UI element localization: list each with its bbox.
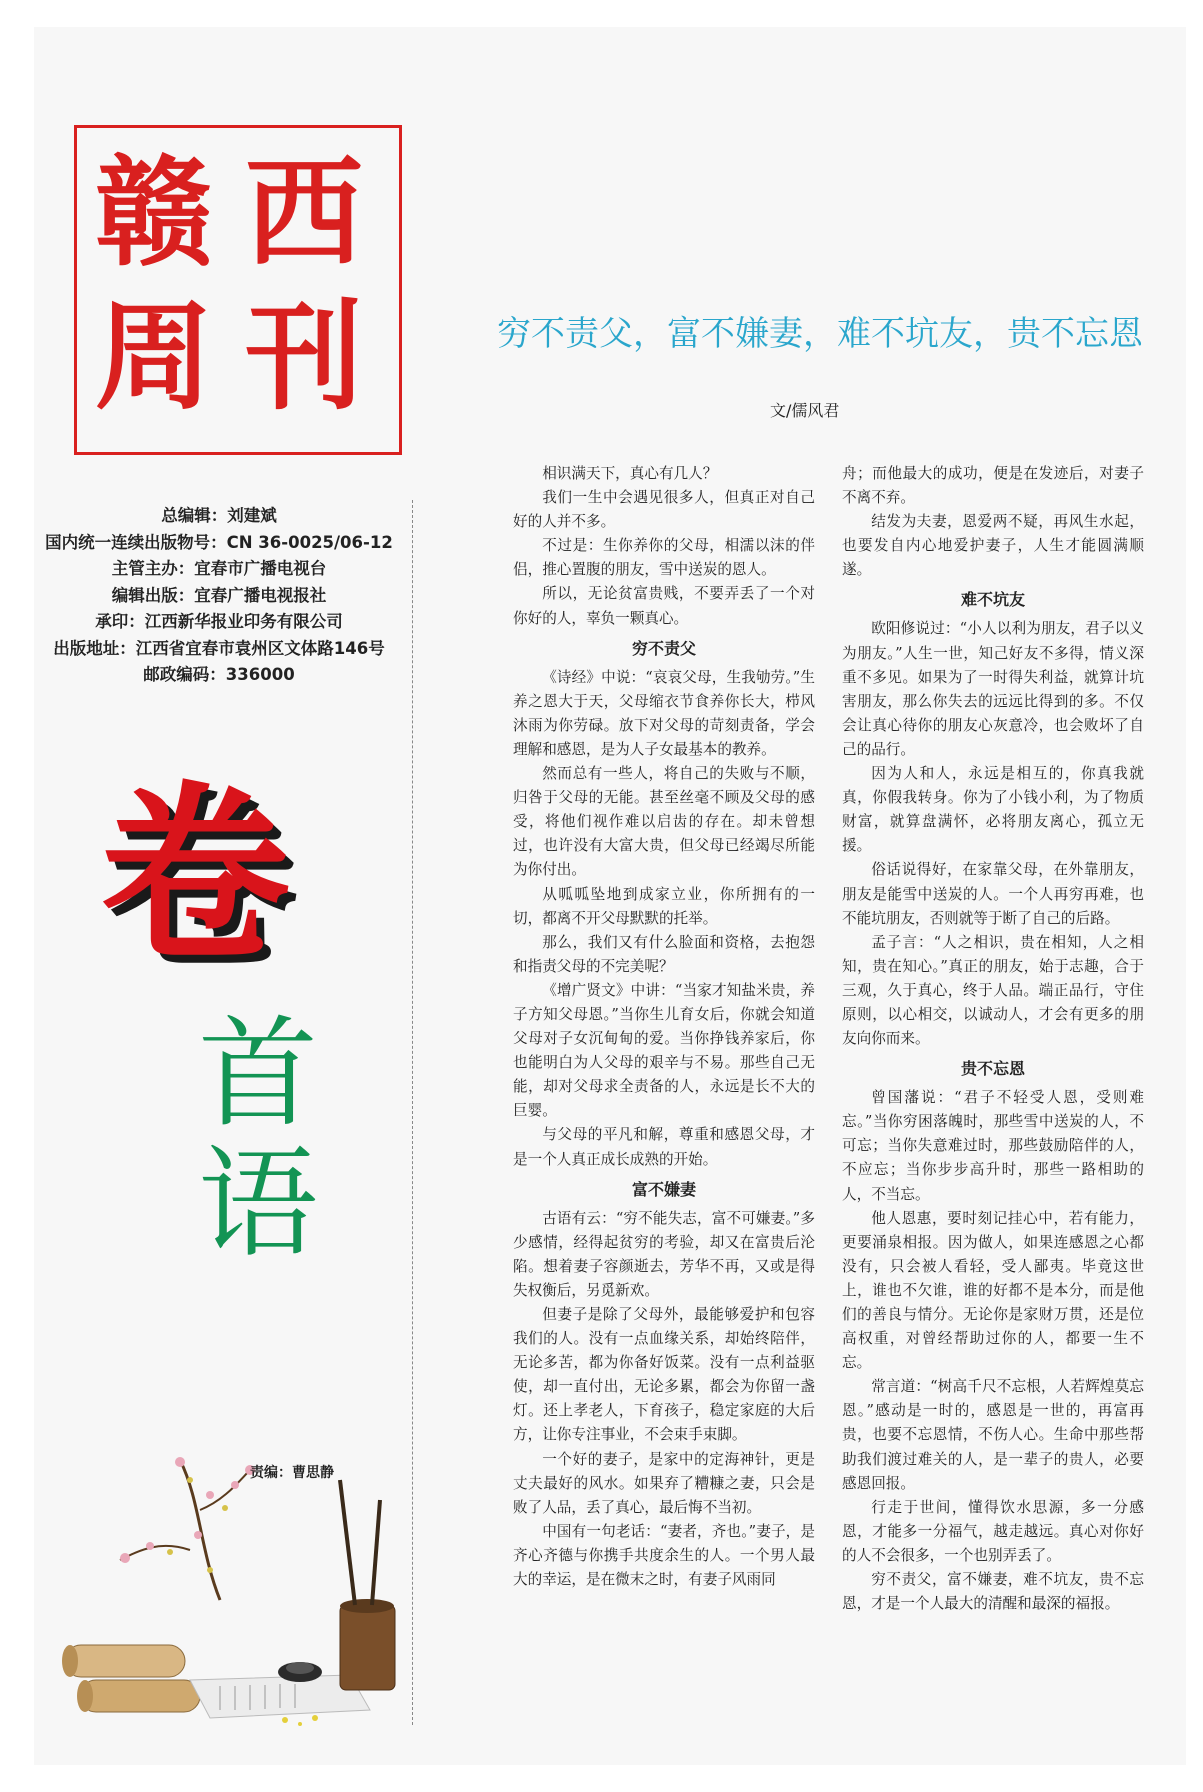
section-heading: 穷不责父 <box>631 638 696 658</box>
article-paragraph: 穷不责父，富不嫌妻，难不坑友，贵不忘恩，才是一个人最大的清醒和最深的福报。 <box>842 1571 1144 1613</box>
article-paragraph: 《诗经》中说：“哀哀父母，生我劬劳。”生养之恩大于天，父母缩衣节食养你长大，栉风沐雨为你劳碌。放下对父母的苛刻责备，学会理解和感恩，是为人子女最基本的教养。 <box>513 668 815 758</box>
section-heading: 贵不忘恩 <box>960 1059 1025 1079</box>
article-paragraph: 一个好的妻子，是家中的定海神针，更是丈夫最好的风水。如果弃了糟糠之妻，只会是败了人品，丢了真心，最后悔不当初。 <box>513 1450 815 1516</box>
responsible-editor: 责编：曹思静 <box>250 1465 334 1481</box>
article-paragraph: 中国有一句老话：“妻者，齐也。”妻子，是齐心齐德与你携手共度余生的人。一个男人最大的幸运，是在微末之时，有妻子风雨同 <box>513 1522 815 1589</box>
article-paragraph: 常言道：“树高千尺不忘根，人若辉煌莫忘恩。”感动是一时的，感恩是一世的，再富再贵，也要不忘恩情，不伤人心。生命中那些帮助我们渡过难关的人，是一辈子的贵人，必要感恩回报。 <box>842 1378 1144 1492</box>
masthead-char-1: 赣 <box>95 143 214 282</box>
article-author: 文/儒风君 <box>770 401 840 420</box>
info-line-sponsor: 主管主办：宜春市广播电视台 <box>111 559 327 578</box>
article-paragraph: 孟子言：“人之相识，贵在相知，人之相知，贵在知心。”真正的朋友，始于志趣，合于三观，久于真心，终于人品。端正品行，守住原则，以心相交，以诚动人，才会有更多的朋友向你而来。 <box>842 933 1144 1048</box>
article-paragraph: 不过是：生你养你的父母，相濡以沫的伴侣，推心置腹的朋友，雪中送炭的恩人。 <box>513 537 815 579</box>
info-line-address: 出版地址：江西省宜春市袁州区文体路146号 <box>53 638 385 658</box>
article-paragraph: 与父母的平凡和解，尊重和感恩父母，才是一个人真正成长成熟的开始。 <box>513 1126 815 1168</box>
article-paragraph: 然而总有一些人，将自己的失败与不顺，归咎于父母的无能。甚至丝毫不顾及父母的感受，将他们视作难以启齿的存在。却未曾想过，也许没有大富大贵，但父母已经竭尽所能为你付出。 <box>513 765 815 879</box>
article-column-2 <box>842 462 1144 1616</box>
info-line-publisher: 编辑出版：宜春广播电视报社 <box>111 585 327 605</box>
article-paragraph: 俗话说得好，在家靠父母，在外靠朋友，朋友是能雪中送炭的人。一个人再穷再难，也不能坑朋友，否则就等于断了自己的后路。 <box>842 861 1144 927</box>
article-paragraph: 因为人和人，永远是相互的，你真我就真，你假我转身。你为了小钱小利，为了物质财富，就算盘满怀，必将朋友离心，孤立无援。 <box>842 765 1144 855</box>
article-paragraph: 但妻子是除了父母外，最能够爱护和包容我们的人。没有一点血缘关系，却始终陪伴，无论多苦，都为你备好饭菜。没有一点利益驱使，却一直付出，无论多累，都会为你留一盏灯。还上孝老人，下育孩子，稳定家庭的大后方，让你专注事业，不会束手束脚。 <box>513 1306 815 1444</box>
info-line-editor-in-chief: 总编辑：刘建斌 <box>161 506 277 525</box>
article-paragraph: 结发为夫妻，恩爱两不疑，再风生水起，也要发自内心地爱护妻子，人生才能圆满顺遂。 <box>842 513 1144 579</box>
article-paragraph: 我们一生中会遇见很多人，但真正对自己好的人并不多。 <box>513 489 815 531</box>
article-paragraph: 那么，我们又有什么脸面和资格，去抱怨和指责父母的不完美呢？ <box>513 933 815 975</box>
section-big-char: 卷 <box>100 763 291 986</box>
masthead-char-4: 刊 <box>245 287 364 426</box>
info-line-printer: 承印：江西新华报业印务有限公司 <box>95 612 343 631</box>
article-paragraph: 欧阳修说过：“小人以利为朋友，君子以义为朋友。”人生一世，知己好友不多得，情义深重不多见。如果为了一时得失利益，就算计坑害朋友，那么你失去的远远比得到的多。不仅会让真心待你的朋友心灰意冷，也会败坏了自己的品行。 <box>842 620 1144 758</box>
article-paragraph: 从呱呱坠地到成家立业，你所拥有的一切，都离不开父母默默的托举。 <box>513 885 815 927</box>
article-paragraph: 《增广贤文》中讲：“当家才知盐米贵，养子方知父母恩。”当你生儿育女后，你就会知道父母对子女沉甸甸的爱。当你挣钱养家后，你也能明白为人父母的艰辛与不易。那些自己无能，却对父母求全责备的人，永远是长不大的巨婴。 <box>513 981 815 1120</box>
article-paragraph: 相识满天下，真心有几人？ <box>542 465 718 482</box>
article-paragraph: 行走于世间，懂得饮水思源，多一分感恩，才能多一分福气，越走越远。真心对你好的人不会很多，一个也别弄丢了。 <box>842 1498 1144 1564</box>
ink-brush-illustration <box>50 1440 420 1730</box>
masthead-char-3: 周 <box>95 287 214 426</box>
article-column-1 <box>513 462 815 1592</box>
masthead-char-2: 西 <box>245 143 364 282</box>
article-paragraph: 曾国藩说：“君子不轻受人恩，受则难忘。”当你穷困落魄时，那些雪中送炭的人，不可忘；当你失意难过时，那些鼓励陪伴的人，不应忘；当你步步高升时，那些一路相助的人，不当忘。 <box>842 1089 1144 1203</box>
article-paragraph: 舟；而他最大的成功，便是在发迹后，对妻子不离不弃。 <box>842 465 1144 507</box>
section-char-shou: 首 <box>198 1005 318 1144</box>
section-char-yu: 语 <box>198 1135 318 1274</box>
masthead-logo <box>74 125 402 455</box>
info-line-postcode: 邮政编码：336000 <box>143 665 295 684</box>
article-paragraph: 他人恩惠，要时刻记挂心中，若有能力，更要涌泉相报。因为做人，如果连感恩之心都没有，只会被人看轻，受人鄙夷。毕竟这世上，谁也不欠谁，谁的好都不是本分，而是他们的善良与情分。无论你是家财万贯，还是位高权重，对曾经帮助过你的人，都要一生不忘。 <box>842 1209 1144 1372</box>
section-heading: 富不嫌妻 <box>631 1179 696 1199</box>
section-heading: 难不坑友 <box>960 590 1025 610</box>
article-paragraph: 古语有云：“穷不能失志，富不可嫌妻。”多少感情，经得起贫穷的考验，却又在富贵后沦陷。想着妻子容颜逝去，芳华不再，又或是得失权衡后，另觅新欢。 <box>513 1209 815 1299</box>
article-paragraph: 所以，无论贫富贵贱，不要弄丢了一个对你好的人，辜负一颗真心。 <box>513 585 815 627</box>
publication-info <box>34 503 404 689</box>
info-line-serial-number: 国内统一连续出版物号：CN 36-0025/06-12 <box>45 532 393 552</box>
article-title: 穷不责父，富不嫌妻，难不坑友，贵不忘恩 <box>497 314 1143 354</box>
